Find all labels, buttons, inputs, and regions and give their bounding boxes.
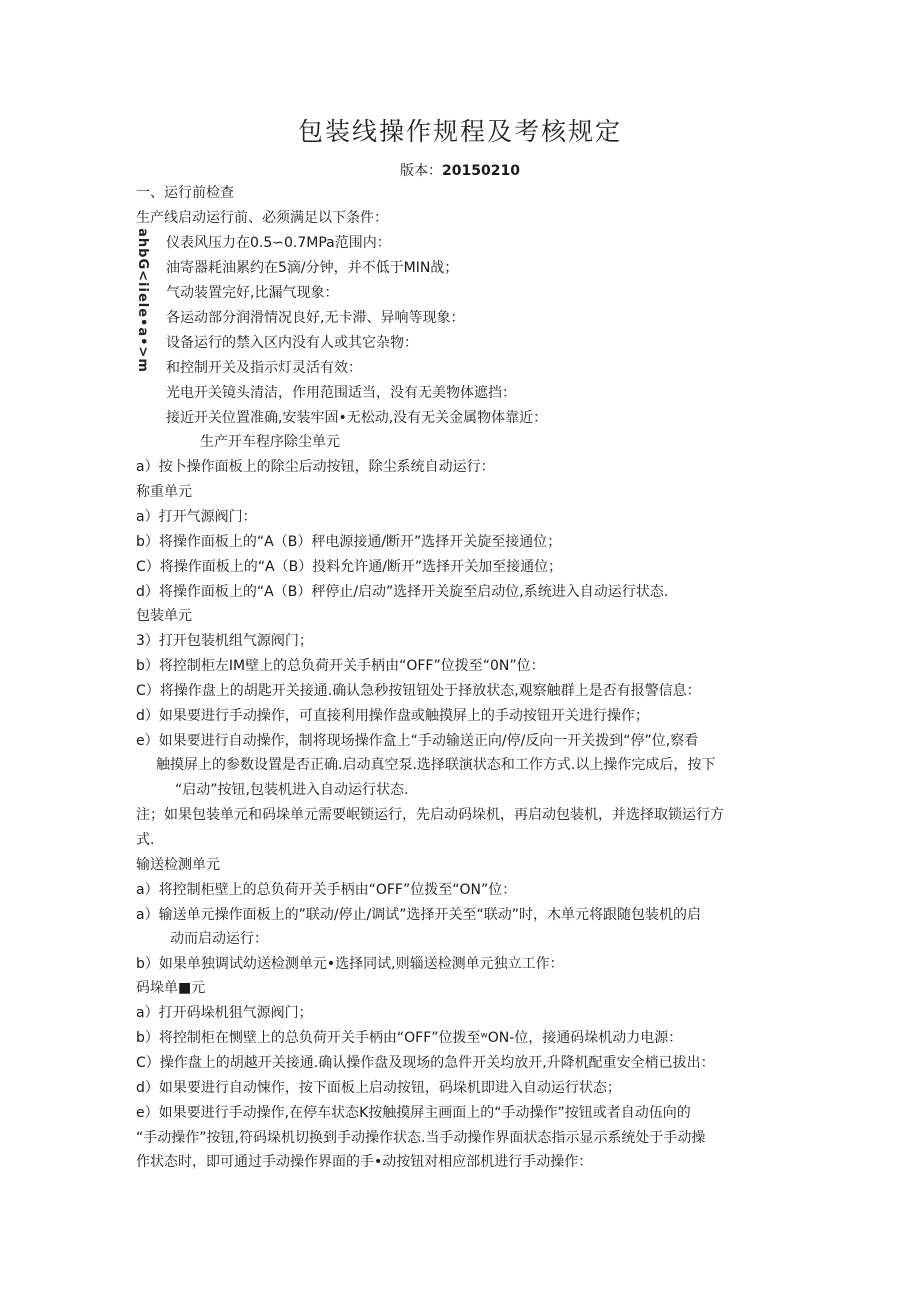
body-line: e）如果要进行自动操作，制将现场操作盒上“手动输送正向/停/反向一开关拨到“停”位,察看 — [136, 733, 699, 749]
body-line: C）将操作面板上的“A（B）投料允许通/断开”选择开关加至接通位； — [136, 559, 563, 575]
body-line: 注；如果包装单元和码垛单元需要岷锁运行，先启动码垛机，再启动包装机，并选择取锁运行方 — [136, 807, 724, 823]
version-line — [0, 160, 920, 180]
body-line: a）将控制柜壁上的总负荷开关手柄由“OFF”位拨至“ON”位： — [136, 882, 517, 898]
body-line: a）按卜操作面板上的除尘后动按钮，除尘系统自动运行： — [136, 459, 495, 475]
body-line: e）如果要进行手动操作,在停车状态K按触摸屏主画面上的“手动操作”按钮或者自动伍向的 — [136, 1105, 691, 1121]
body-line: d）如果要进行自动悚作，按下面板上启动按钮，码垛机即进入自动运行状态； — [136, 1080, 621, 1096]
body-line: b）将控制柜在恻壁上的总负荷开关手柄由“OFF”位拨至ʷON-位，接通码垛机动力电源： — [136, 1030, 683, 1046]
body-line: d）如果要进行手动操作，可直接利用操作盘或触摸屏上的手动按钮开关进行操作； — [136, 708, 649, 724]
body-line: 仪表风压力在0.5∽0.7MPa范围内： — [166, 235, 391, 251]
body-line: b）将操作面板上的“A（B）秤电源接通/断开”选择开关旋至接通位； — [136, 534, 562, 550]
body-line: 式. — [136, 832, 155, 848]
body-line: 各运动部分润滑情况良好,无卡滞、异响等现象： — [166, 310, 465, 326]
body-line: a）输送单元操作面板上的”联动/停止/调试”选择开关至“联动”时，木单元将跟随包装机的启 — [136, 907, 702, 923]
body-line: C）将操作盘上的胡匙开关接通.确认急秒按钮钮处于择放状态,观察触群上是否有报警信息： — [136, 683, 701, 699]
body-line: b）如果单独调试幼送检测单元•选择同试,则辎送检测单元独立工作： — [136, 956, 564, 972]
document-title: 包装线操作规程及考核规定 — [297, 117, 622, 146]
version-number: 20150210 — [442, 163, 520, 179]
version-label: 版本： — [400, 163, 443, 179]
body-line: b）将控制柜左IM壁上的总负荷开关手柄由“OFF”位拨至“0N”位： — [136, 658, 545, 674]
body-line: d）将操作面板上的“A（B）秤停止/启动”选择开关旋至启动位,系统进入自动运行状态. — [136, 584, 669, 600]
body-line: “启动”按钮,包装机进入自动运行状态. — [175, 782, 409, 798]
body-line: 接近开关位置准确,安装牢固•无松动,没有无关金属物体靠近： — [166, 410, 548, 426]
body-line: 光电开关镜头清洁，作用范围适当，没有无美物体遮挡： — [166, 385, 516, 401]
body-line: 称重单元 — [136, 484, 192, 500]
body-line: 动而启动运行： — [170, 931, 268, 947]
body-line: 气动装置完好,比漏气现象： — [166, 285, 339, 301]
body-line: “手动操作”按钮,符码垛机切换到手动操作状态.当手动操作界面状态指示显示系统处于手动操 — [136, 1130, 706, 1146]
body-line: 油寄器耗油累约在5滴/分钟，并不低于MIN战； — [166, 260, 459, 276]
body-line: 设备运行的禁入区内没有人或其它杂物： — [166, 335, 418, 351]
side-margin-text: ahbG<iiele•a•>m — [134, 227, 150, 373]
body-line: 3）打开包装机组气源阀门； — [136, 633, 313, 649]
body-line: 一、运行前检查 — [136, 185, 234, 201]
side-margin-label — [132, 227, 152, 373]
body-line: 触摸屏上的参数设置是否正确.启动真空泵.选择联演状态和工作方式.以上操作完成后，按下 — [156, 757, 716, 773]
body-line: a）打开码垛机狙气源阀门； — [136, 1005, 313, 1021]
body-line: C）操作盘上的胡越开关接通.确认操作盘及现场的急件开关均放开,升降机配重安全梢已拔出： — [136, 1055, 715, 1071]
body-line: 作状态时，即可通过手动操作界面的手•动按钮对相应部机进行手动操作： — [136, 1154, 593, 1170]
body-line: 包装单元 — [136, 608, 192, 624]
body-line: 和控制开关及指示灯灵活有效： — [166, 360, 362, 376]
body-line: 输送检测单元 — [136, 857, 220, 873]
body-line: 码垛单■元 — [136, 980, 206, 996]
body-line: 生产开车程序除尘单元 — [200, 434, 340, 450]
body-line: 生产线启动运行前、必须满足以下条件： — [136, 210, 388, 226]
body-line: a）打开气源阀门： — [136, 509, 257, 525]
